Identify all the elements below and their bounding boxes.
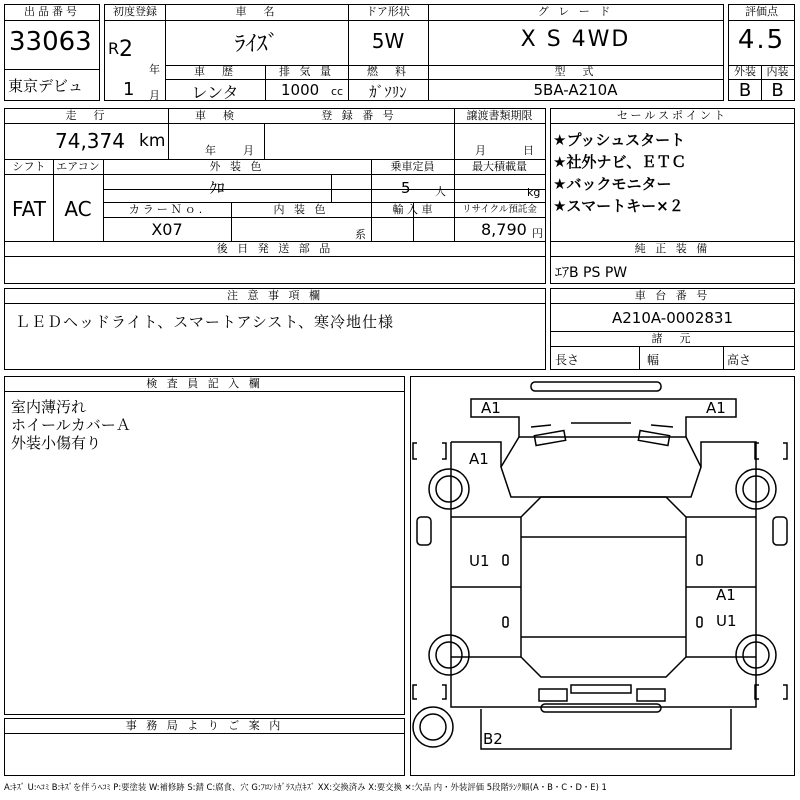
venue-tag: 東京デビュ <box>8 77 84 95</box>
equipment-label: 純 正 装 備 <box>634 242 711 255</box>
reg-year-unit: 年 <box>149 63 160 76</box>
lot-box <box>4 4 100 101</box>
ext-color-value: ｸﾛ <box>209 179 225 197</box>
reg-label: 初度登録 <box>113 5 157 18</box>
capacity-unit: 人 <box>435 185 446 198</box>
fuel-value: ｶﾞｿﾘﾝ <box>369 83 407 101</box>
color-no-value: X07 <box>151 220 183 239</box>
max-load-unit: kg <box>527 186 541 199</box>
import-label: 輸 入 車 <box>392 203 433 216</box>
shift-value: FAT <box>11 197 46 221</box>
recycle-value: 8,790 <box>481 220 527 239</box>
plate-label: 登 録 番 号 <box>321 109 397 122</box>
vehicle-header <box>104 4 724 101</box>
grade-value: X S 4WD <box>520 27 631 52</box>
lot-number: 33063 <box>9 27 92 57</box>
doors-value: 5W <box>371 29 405 53</box>
displacement-value: 1000 <box>281 81 320 99</box>
int-color-unit: 系 <box>355 228 366 241</box>
car-name: ﾗｲｽﾞ <box>234 32 279 57</box>
sales-points-box <box>550 108 795 284</box>
reg-month: 1 <box>123 79 135 100</box>
chassis-value: A210A-0002831 <box>611 309 734 327</box>
score-label: 評価点 <box>745 5 778 18</box>
inspector-box <box>4 376 405 715</box>
car-diagram <box>411 377 794 775</box>
car-diagram-box <box>410 376 795 776</box>
grade-label: グ レ ー ド <box>537 5 614 18</box>
int-score-label: 内装 <box>766 65 789 78</box>
int-color-label: 内 装 色 <box>273 203 329 216</box>
inspector-label: 検 査 員 記 入 欄 <box>146 377 263 390</box>
sales-point-3: ★バックモニター <box>553 175 672 193</box>
color-no-label: カラーＮｏ. <box>128 203 206 216</box>
model-value: 5BA-A210A <box>533 81 618 99</box>
docs-month-unit: 月 <box>475 144 486 157</box>
reg-era: R <box>108 39 120 58</box>
max-load-label: 最大積載量 <box>472 160 527 173</box>
name-label: 車 名 <box>235 5 278 18</box>
fuel-label: 燃 料 <box>367 65 409 78</box>
recycle-unit: 円 <box>532 227 543 240</box>
notes-box <box>4 288 546 370</box>
capacity-label: 乗車定員 <box>390 160 435 173</box>
dims-height: 高さ <box>727 353 752 367</box>
doors-label: ドア形状 <box>366 5 410 18</box>
aircon-label: エアコン <box>56 160 100 173</box>
office-label: 事 務 局 よ り ご 案 内 <box>125 719 284 732</box>
ext-score-value: B <box>738 80 752 101</box>
notes-value: ＬＥＤヘッドライト、スマートアシスト、寒冷地仕様 <box>15 313 395 331</box>
score-value: 4.5 <box>737 25 786 55</box>
reg-year: 2 <box>119 37 133 62</box>
recycle-label: リサイクル預託金 <box>462 204 537 215</box>
damage-mark-right-rear-u: U1 <box>716 612 737 630</box>
int-score-value: B <box>771 80 784 101</box>
office-box <box>4 718 405 776</box>
dims-width: 幅 <box>647 353 660 367</box>
mileage-label: 走 行 <box>65 109 108 122</box>
displacement-label: 排 気 量 <box>279 65 334 78</box>
chassis-label: 車 台 番 号 <box>634 289 711 302</box>
displacement-unit: cc <box>331 85 344 98</box>
specs-box <box>4 108 546 284</box>
legend-text: A:ｷｽﾞ U:ﾍｺﾐ B:ｷｽﾞを伴うﾍｺﾐ P:要塗装 W:補修跡 S:錆 C:腐食、穴 G:ﾌﾛﾝﾄｶﾞﾗｽ点ｷｽﾞ XX:交換済み X:要交換 ✕:欠品 内・外装評価 5段階ﾗﾝｸ順(A・B・C・D・E) 1 <box>4 782 607 792</box>
history-label: 車 歴 <box>194 65 236 78</box>
damage-mark-rear: B2 <box>483 730 503 748</box>
docs-deadline-label: 譲渡書類期限 <box>466 109 533 122</box>
lot-label: 出品番号 <box>24 5 80 18</box>
notes-label: 注 意 事 項 欄 <box>227 289 323 302</box>
damage-mark-right-rear-a: A1 <box>716 586 736 604</box>
damage-mark-left-door: U1 <box>469 552 490 570</box>
model-label: 型 式 <box>554 65 597 78</box>
damage-mark-front-right: A1 <box>706 399 726 417</box>
equipment-value: ｴｱB PS PW <box>555 265 628 281</box>
dims-label: 諸 元 <box>651 332 694 345</box>
inspector-line-2: ホイールカバーＡ <box>11 416 131 434</box>
inspection-year-unit: 年 <box>205 144 216 157</box>
capacity-value: 5 <box>401 179 411 197</box>
dims-length: 長さ <box>555 353 580 367</box>
mileage-unit: km <box>139 131 166 151</box>
ext-color-label: 外 装 色 <box>209 160 265 173</box>
inspection-label: 車 検 <box>195 109 237 122</box>
shift-label: シフト <box>12 160 46 173</box>
reg-month-unit: 月 <box>149 89 160 102</box>
chassis-box <box>550 288 795 370</box>
score-box <box>728 4 795 101</box>
history-value: レンタ <box>191 83 239 102</box>
docs-day-unit: 日 <box>523 144 534 157</box>
inspector-line-1: 室内薄汚れ <box>11 398 87 416</box>
later-parts-label: 後 日 発 送 部 品 <box>216 242 334 255</box>
inspector-line-3: 外装小傷有り <box>11 434 102 452</box>
mileage-value: 74,374 <box>55 129 125 153</box>
inspection-month-unit: 月 <box>243 144 254 157</box>
ext-score-label: 外装 <box>734 65 756 78</box>
sales-point-1: ★プッシュスタート <box>553 131 686 149</box>
sales-point-2: ★社外ナビ、ＥＴＣ <box>553 153 687 171</box>
damage-mark-front-left: A1 <box>481 399 501 417</box>
aircon-value: AC <box>64 197 92 221</box>
sales-points-label: セールスポイント <box>616 109 728 122</box>
sales-point-4: ★スマートキー×２ <box>553 197 684 215</box>
damage-mark-left-fender: A1 <box>469 450 489 468</box>
